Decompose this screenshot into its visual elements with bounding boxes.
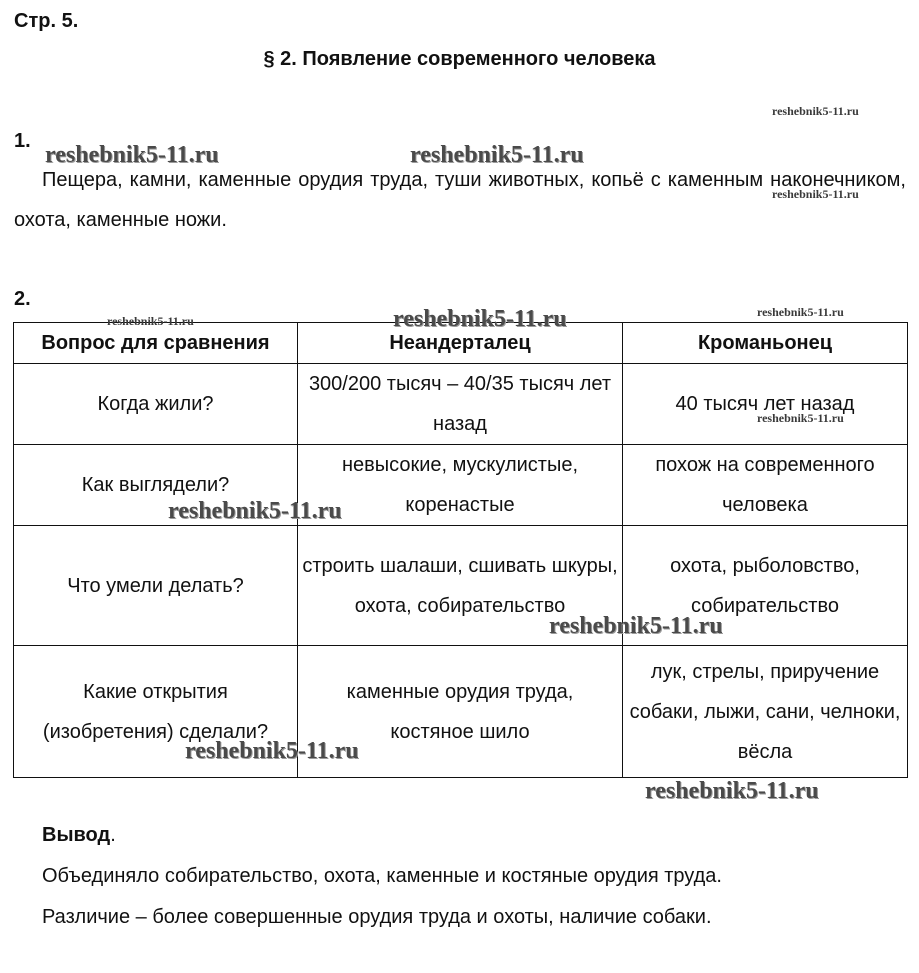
cromagnon-cell: лук, стрелы, приручение собаки, лыжи, сани, челноки, вёсла — [623, 646, 908, 778]
table-row — [14, 364, 908, 445]
conclusion-heading — [42, 815, 722, 856]
watermark: reshebnik5-11.ru — [549, 613, 723, 639]
page-number: Стр. 5. — [14, 10, 79, 32]
watermark: reshebnik5-11.ru — [410, 142, 584, 168]
watermark: reshebnik5-11.ru — [772, 187, 859, 201]
watermark: reshebnik5-11.ru — [185, 738, 359, 764]
task-1-number: 1. — [14, 130, 31, 152]
conclusion-heading-period: . — [110, 824, 116, 846]
cromagnon-cell: 40 тысяч лет назад — [623, 364, 908, 445]
section-title: § 2. Появление современного человека — [263, 48, 656, 70]
watermark: reshebnik5-11.ru — [645, 778, 819, 804]
question-cell: Что умели делать? — [14, 526, 298, 646]
question-cell: Когда жили? — [14, 364, 298, 445]
watermark: reshebnik5-11.ru — [757, 411, 844, 425]
column-header: Неандерталец — [298, 323, 623, 364]
neanderthal-cell: каменные орудия труда, костяное шило — [298, 646, 623, 778]
table-row — [14, 646, 908, 778]
watermark: reshebnik5-11.ru — [757, 305, 844, 319]
conclusion-heading-text: Вывод — [42, 824, 111, 846]
table-row — [14, 526, 908, 646]
question-cell: Как выглядели? — [14, 445, 298, 526]
conclusion-line-difference: Различие – более совершенные орудия труда и охоты, наличие собаки. — [42, 906, 712, 928]
column-header: Вопрос для сравнения — [14, 323, 298, 364]
watermark: reshebnik5-11.ru — [107, 314, 194, 328]
cromagnon-cell: охота, рыболовство, собирательство — [623, 526, 908, 646]
table-row — [14, 445, 908, 526]
neanderthal-cell: 300/200 тысяч – 40/35 тысяч лет назад — [298, 364, 623, 445]
comparison-table — [13, 322, 908, 778]
cromagnon-cell: похож на современного человека — [623, 445, 908, 526]
watermark: reshebnik5-11.ru — [772, 104, 859, 118]
watermark: reshebnik5-11.ru — [393, 306, 567, 332]
task-1-answer: Пещера, камни, каменные орудия труда, туши животных, копьё с каменным наконечником, охота, каменные ножи. — [14, 169, 906, 231]
watermark: reshebnik5-11.ru — [168, 498, 342, 524]
conclusion — [42, 815, 722, 938]
column-header: Кроманьонец — [623, 323, 908, 364]
watermark: reshebnik5-11.ru — [45, 142, 219, 168]
neanderthal-cell: строить шалаши, сшивать шкуры, охота, собирательство — [298, 526, 623, 646]
question-cell: Какие открытия (изобретения) сделали? — [14, 646, 298, 778]
task-2-number: 2. — [14, 288, 31, 310]
conclusion-line-similarity: Объединяло собирательство, охота, каменные и костяные орудия труда. — [42, 865, 722, 887]
neanderthal-cell: невысокие, мускулистые, коренастые — [298, 445, 623, 526]
